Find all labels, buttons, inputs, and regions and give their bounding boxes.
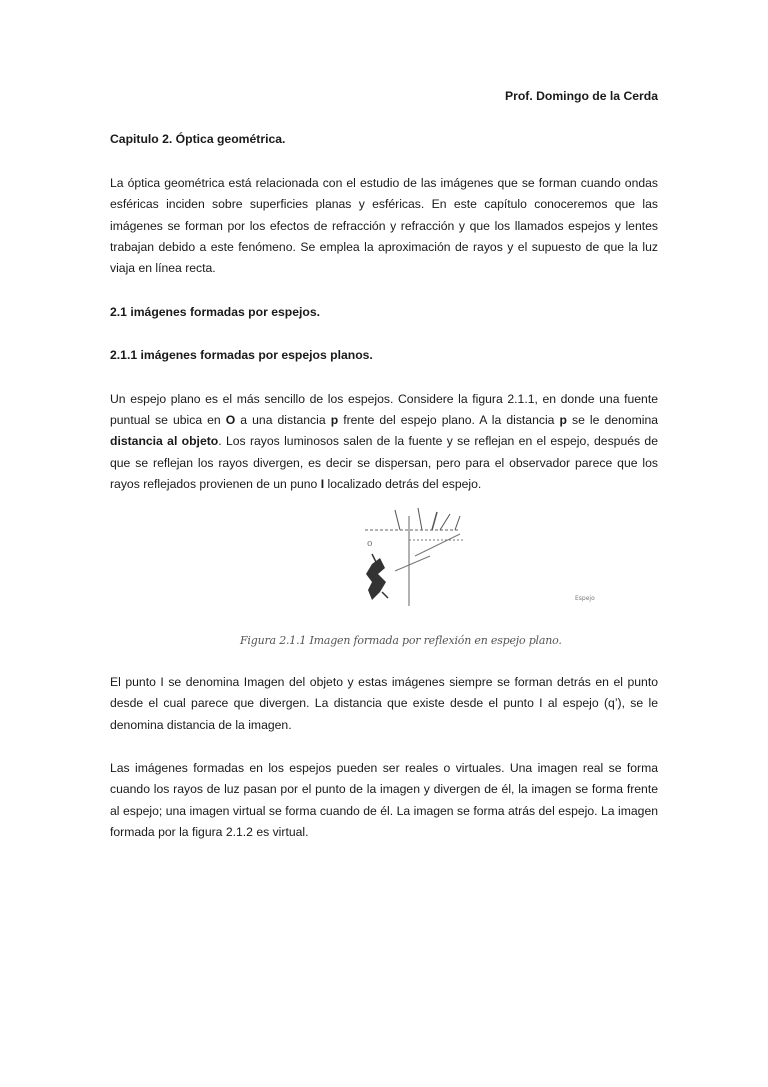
- bold-term-i: I: [320, 477, 325, 492]
- section-heading-2-1-1: 2.1.1 imágenes formadas por espejos planos.: [110, 348, 373, 363]
- text-run: . Los rayos luminosos salen de la fuente y se reflejan en el espejo, después de que se reflejan los rayos divergen, es decir se dispersan, pero para el observador parece que los rayos reflejados provienen de un puno: [110, 434, 658, 492]
- bold-term-object-distance: distancia al objeto: [110, 434, 219, 449]
- text-run: frente del espejo plano. A la distancia: [338, 413, 560, 428]
- figure-2-1-1: [110, 496, 658, 672]
- text-run: localizado detrás del espejo.: [324, 477, 482, 492]
- figure-caption: Figura 2.1.1 Imagen formada por reflexión en espejo plano.: [240, 633, 562, 647]
- mirror-label-text: [575, 591, 599, 603]
- bold-term-o: O: [225, 413, 236, 428]
- author-name: Prof. Domingo de la Cerda: [504, 89, 658, 103]
- intro-paragraph: La óptica geométrica está relacionada con el estudio de las imágenes que se forman cuando ondas esféricas inciden sobre superficies planas y esféricas. En este capítulo conoceremos que las imágenes se forman por los efectos de refracción y refracción y que los llamados espejos y lentes trabajan debido a este fenómeno. Se emplea la aproximación de rayos y el supuesto de que la luz viaja en línea recta.: [110, 175, 658, 276]
- object-marker: o: [367, 538, 373, 549]
- text-run: Un espejo plano es el más sencillo de los espejos. Considere la figura 2.1.1, en donde una fuente puntual se ubica en: [110, 391, 658, 428]
- image-point-paragraph: El punto I se denomina Imagen del objeto y estas imágenes siempre se forman detrás en el punto desde el cual parece que divergen. La distancia que existe desde el punto I al espejo (q’), se le denomina distancia de la imagen.: [110, 674, 658, 732]
- text-run: se le denomina: [566, 413, 659, 428]
- bold-term-p: p: [330, 413, 339, 428]
- chapter-title: Capitulo 2. Óptica geométrica.: [110, 132, 286, 147]
- real-virtual-paragraph: Las imágenes formadas en los espejos pueden ser reales o virtuales. Una imagen real se forma cuando los rayos de luz pasan por el punto de la imagen y divergen de él, la imagen se forma frente al espejo; una imagen virtual se forma cuando de él. La imagen se forma atrás del espejo. La imagen formada por la figura 2.1.2 es virtual.: [110, 760, 658, 840]
- section-heading-2-1: 2.1 imágenes formadas por espejos.: [110, 304, 320, 319]
- plane-mirror-paragraph: [110, 389, 658, 496]
- bold-term-p: p: [559, 413, 567, 428]
- svg-text:Espejo: Espejo: [575, 594, 595, 602]
- document-page: [110, 86, 658, 844]
- text-run: a una distancia: [235, 413, 331, 428]
